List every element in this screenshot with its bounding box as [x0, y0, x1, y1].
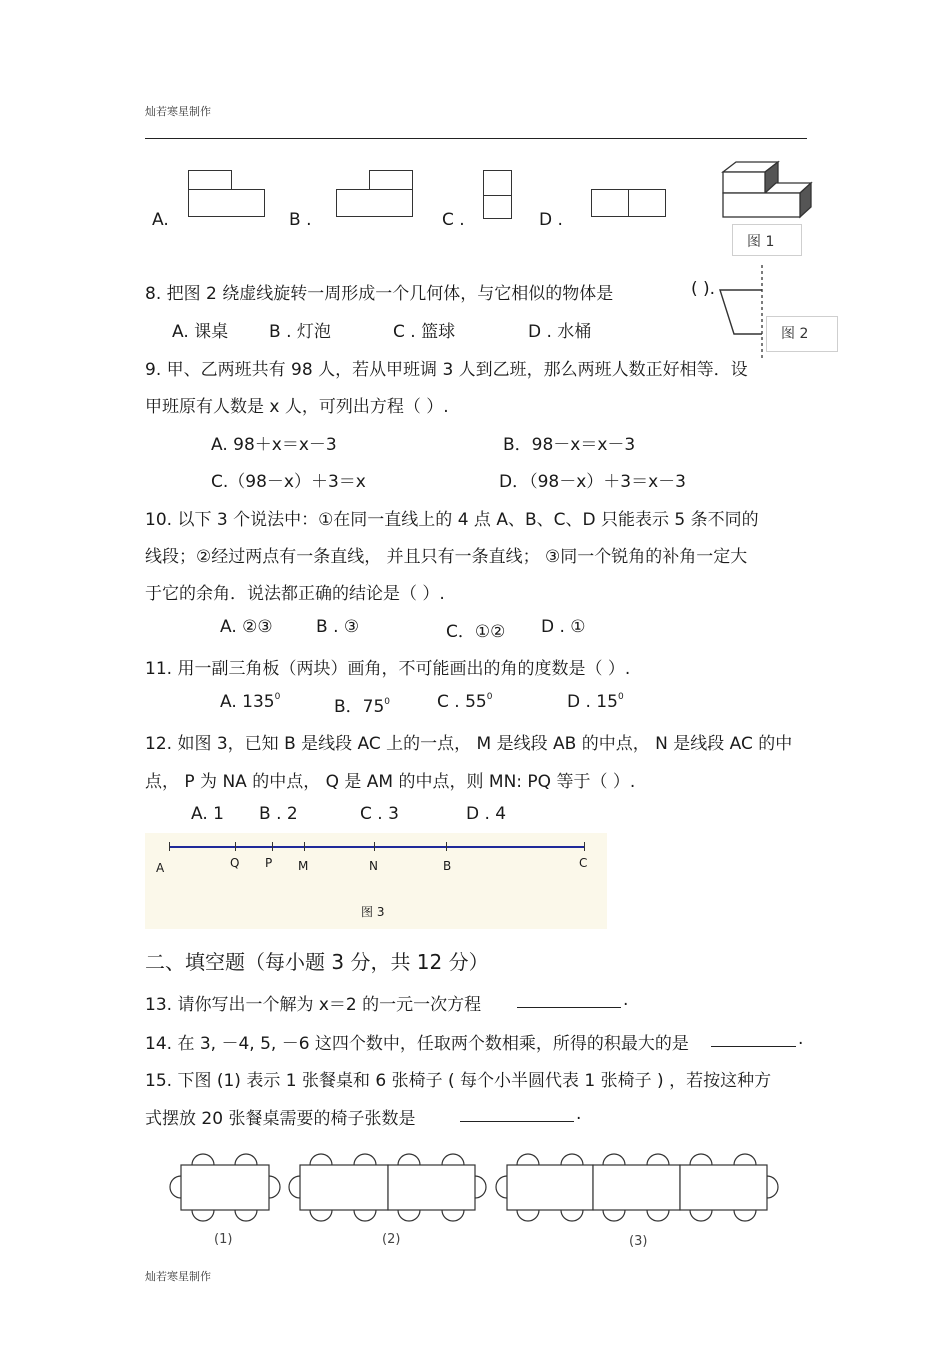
point-b-label: B [443, 859, 452, 873]
figure-3-segment [169, 846, 585, 848]
figure-1-solid [718, 155, 818, 225]
header-rule [145, 138, 807, 139]
q12-option-c: C . 3 [360, 804, 399, 824]
q8-option-d: D . 水桶 [528, 322, 592, 342]
q11-option-d: D . $15^0$ [567, 692, 624, 712]
q14-end: . [798, 1029, 804, 1049]
q14-answer-blank[interactable] [711, 1032, 796, 1047]
point-q-label: Q [230, 856, 240, 870]
q8-option-b: B . 灯泡 [269, 322, 331, 342]
point-c-label: C [579, 856, 588, 870]
q11-option-c: C . $55^0$ [437, 692, 493, 712]
figure-2-trapezoid [712, 263, 772, 363]
q9-option-d: D．（98－x）＋3＝x－3 [499, 472, 686, 492]
q12-line-2: 点， P 为 NA 的中点， Q 是 AM 的中点，则 MN: PQ 等于（ ）. [145, 772, 636, 792]
q10-option-c: C．①② [446, 622, 506, 642]
q15-figure-label-3: (3) [629, 1234, 648, 1249]
q8-option-a: A. 课桌 [172, 322, 229, 342]
point-n-label: N [369, 859, 378, 873]
table-arrangement-1 [170, 1154, 280, 1221]
q15-line-1: 15. 下图 (1) 表示 1 张餐桌和 6 张椅子 ( 每个小半圆代表 1 张椅子 ) ，若按这种方 [145, 1071, 772, 1091]
tick-m [304, 842, 305, 851]
q9-line-2: 甲班原有人数是 x 人，可列出方程（ ）. [145, 397, 449, 417]
q15-end: . [576, 1104, 582, 1124]
q15-tables-figure [160, 1148, 790, 1258]
q7-option-d-label: D . [539, 210, 563, 230]
q12-line-1: 12. 如图 3，已知 B 是线段 AC 上的一点， M 是线段 AB 的中点， N 是线段 AC 的中 [145, 734, 793, 754]
q12-option-d: D . 4 [466, 804, 507, 824]
q9-option-c: C.（98－x）＋3＝x [211, 472, 366, 492]
q11-option-a: A. $135^0$ [220, 692, 281, 712]
point-a-label: A [156, 861, 165, 875]
q11-text: 11. 用一副三角板（两块）画角，不可能画出的角的度数是（ ）. [145, 659, 631, 679]
section-2-title: 二、填空题（每小题 3 分，共 12 分） [145, 950, 489, 974]
q8-text: 8. 把图 2 绕虚线旋转一周形成一个几何体，与它相似的物体是 [145, 284, 614, 304]
q7-option-b-label: B . [289, 210, 312, 230]
tick-q [235, 842, 236, 851]
q7-option-a-label: A. [152, 210, 169, 230]
q11-option-b: B．$75^0$ [334, 697, 391, 717]
q13-answer-blank[interactable] [517, 993, 621, 1008]
tick-p [272, 842, 273, 851]
q15-figure-label-2: (2) [382, 1232, 401, 1247]
q9-option-a: A. 98＋x＝x－3 [211, 435, 337, 455]
q12-option-b: B . 2 [259, 804, 298, 824]
q9-option-b: B．98－x＝x－3 [503, 435, 636, 455]
q8-option-c: C . 篮球 [393, 322, 456, 342]
q14-text: 14. 在 3, －4, 5, －6 这四个数中，任取两个数相乘，所得的积最大的是 [145, 1034, 689, 1054]
point-p-label: P [265, 856, 273, 870]
q9-line-1: 9. 甲、乙两班共有 98 人，若从甲班调 3 人到乙班，那么两班人数正好相等．设 [145, 360, 748, 380]
q10-line-2: 线段；②经过两点有一条直线， 并且只有一条直线； ③同一个锐角的补角一定大 [145, 547, 748, 567]
figure-2-label: 图 2 [766, 316, 838, 352]
q10-line-1: 10. 以下 3 个说法中：①在同一直线上的 4 点 A、B、C、D 只能表示 5 条不同的 [145, 510, 759, 530]
q15-line-2: 式摆放 20 张餐桌需要的椅子张数是 [145, 1109, 416, 1129]
q10-option-b: B . ③ [316, 617, 360, 637]
tick-c [584, 842, 585, 851]
q10-option-d: D . ① [541, 617, 586, 637]
q10-line-3: 于它的余角．说法都正确的结论是（ ）. [145, 584, 445, 604]
q15-answer-blank[interactable] [460, 1107, 574, 1122]
q7-option-c-label: C . [442, 210, 465, 230]
q15-figure-label-1: (1) [214, 1232, 233, 1247]
tick-b [446, 842, 447, 851]
q13-end: . [623, 990, 629, 1010]
tick-a [169, 842, 170, 851]
figure-1-label: 图 1 [732, 224, 802, 256]
table-arrangement-3 [496, 1154, 778, 1221]
figure-3-caption: 图 3 [361, 905, 385, 919]
q10-option-a: A. ②③ [220, 617, 273, 637]
figure-3 [145, 833, 607, 929]
q12-option-a: A. 1 [191, 804, 224, 824]
q13-text: 13. 请你写出一个解为 x＝2 的一元一次方程 [145, 995, 482, 1015]
tick-n [374, 842, 375, 851]
footer-watermark: 灿若寒星制作 [145, 1270, 211, 1283]
q8-answer-paren: ( ). [691, 279, 716, 299]
header-watermark: 灿若寒星制作 [145, 105, 211, 118]
table-arrangement-2 [289, 1154, 486, 1221]
point-m-label: M [298, 859, 309, 873]
